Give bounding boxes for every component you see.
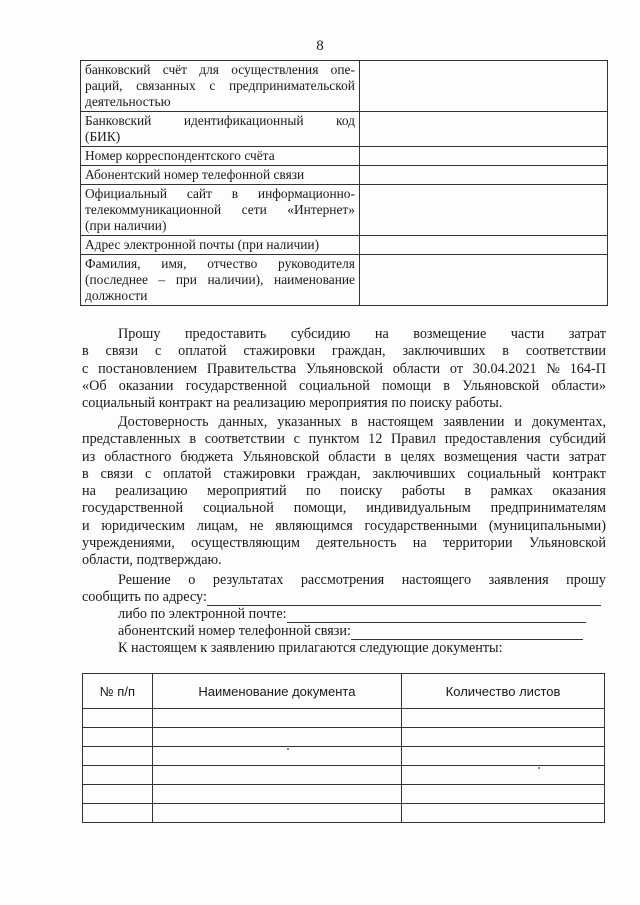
attachments-cell[interactable] [402,709,605,728]
info-label-line: (при наличии) [85,218,167,233]
info-label-line: Фамилия, имя, отчество руководителя [85,256,355,271]
paragraph-line: государственной социальной помощи, индивидуальным предпринимателям [82,500,606,517]
data-confirmation-paragraph [82,414,606,570]
subsidy-request-paragraph [82,326,606,412]
phone-label: абонентский номер телефонной связи: [118,623,351,639]
attachments-row [83,804,605,823]
info-label-line: деятельностью [85,94,171,109]
attachments-cell[interactable] [152,709,401,728]
attachments-cell[interactable] [83,747,153,766]
applicant-info-table [80,60,608,306]
info-label [81,166,360,185]
info-label [81,236,360,255]
address-line [82,589,601,606]
phone-line [118,623,583,640]
scan-dot [287,748,289,750]
attachments-cell[interactable] [152,766,401,785]
info-label-line: должности [85,288,148,303]
attachments-cell[interactable] [83,766,153,785]
info-value-cell[interactable] [359,166,607,185]
info-value-cell[interactable] [359,185,607,236]
paragraph-line: в связи с оплатой стажировки граждан, заключивших социальный контракт [82,465,606,482]
paragraph-line: области, подтверждаю. [82,552,222,569]
attachments-cell[interactable] [402,785,605,804]
scan-dot [538,767,540,769]
info-row [81,147,608,166]
attachments-row [83,785,605,804]
email-line [118,606,586,623]
attachments-cell[interactable] [152,728,401,747]
paragraph-line: из областного бюджета Ульяновской области в целях возмещения части затрат [82,448,606,465]
info-value-cell[interactable] [359,61,607,112]
info-label [81,112,360,147]
attachments-row [83,709,605,728]
info-label-line: Номер корреспондентского счёта [85,148,275,163]
paragraph-line: социальный контракт на реализацию мероприятия по поиску работы. [82,395,503,412]
attachments-row [83,747,605,766]
info-value-cell[interactable] [359,255,607,306]
info-row [81,236,608,255]
email-blank[interactable] [287,609,586,623]
attachments-cell[interactable] [83,785,153,804]
page-number: 8 [316,38,324,54]
paragraph-line: Решение о результатах рассмотрения настоящего заявления прошу [118,572,606,588]
attachments-cell[interactable] [402,747,605,766]
phone-blank[interactable] [351,626,583,640]
attachments-cell[interactable] [402,766,605,785]
header-document-name: Наименование документа [152,674,401,709]
attachments-intro: К настоящем к заявлению прилагаются следующие документы: [118,640,503,656]
paragraph-line: с постановлением Правительства Ульяновской области от 30.04.2021 № 164-П [82,360,606,377]
info-row [81,61,608,112]
attachments-cell[interactable] [83,709,153,728]
info-label-line: банковский счёт для осуществления опе- [85,62,355,77]
attachments-row [83,766,605,785]
header-sheet-count: Количество листов [402,674,605,709]
info-label-line: Абонентский номер телефонной связи [85,167,305,182]
info-label-line: (последнее – при наличии), наименование [85,272,355,287]
attachments-cell[interactable] [402,728,605,747]
info-value-cell[interactable] [359,112,607,147]
attachments-cell[interactable] [83,804,153,823]
info-value-cell[interactable] [359,236,607,255]
info-row [81,255,608,306]
attachments-cell[interactable] [152,785,401,804]
info-label-line: телекоммуникационной сети «Интернет» [85,202,355,217]
paragraph-line: «Об оказании государственной социальной помощи в Ульяновской области» [82,377,606,394]
header-number: № п/п [83,674,153,709]
paragraph-line: представленных в соответствии с пунктом 12 Правил предоставления субсидий [82,431,606,448]
paragraph-line: и юридическим лицам, не являющимся государственными (муниципальными) [82,517,606,534]
decision-notification-paragraph [82,572,606,589]
info-label-line: Официальный сайт в информационно- [85,186,355,201]
address-blank[interactable] [207,592,601,606]
attachments-row [83,728,605,747]
attachments-cell[interactable] [152,804,401,823]
paragraph-line: в связи с оплатой стажировки граждан, заключивших в соответствии [82,343,606,360]
info-label-line: (БИК) [85,129,121,144]
attachments-cell[interactable] [152,747,401,766]
info-label-line: раций, связанных с предпринимательской [85,78,355,93]
info-label-line: Банковский идентификационный код [85,113,355,128]
paragraph-line: Достоверность данных, указанных в настоящем заявлении и документах, [118,414,606,430]
info-row [81,166,608,185]
info-row [81,112,608,147]
info-label [81,61,360,112]
paragraph-line: Прошу предоставить субсидию на возмещение части затрат [118,326,606,342]
address-label: сообщить по адресу: [82,589,207,605]
info-value-cell[interactable] [359,147,607,166]
info-row [81,185,608,236]
paragraph-line: на реализацию мероприятий по поиску работы в рамках оказания [82,483,606,500]
attachments-cell[interactable] [83,728,153,747]
info-label [81,185,360,236]
email-label: либо по электронной почте: [118,606,287,622]
info-label [81,255,360,306]
info-label-line: Адрес электронной почты (при наличии) [85,237,320,252]
attachments-table [82,673,605,823]
attachments-header-row [83,674,605,709]
attachments-cell[interactable] [402,804,605,823]
paragraph-line: учреждениями, осуществляющим деятельность на территории Ульяновской [82,535,606,552]
info-label [81,147,360,166]
